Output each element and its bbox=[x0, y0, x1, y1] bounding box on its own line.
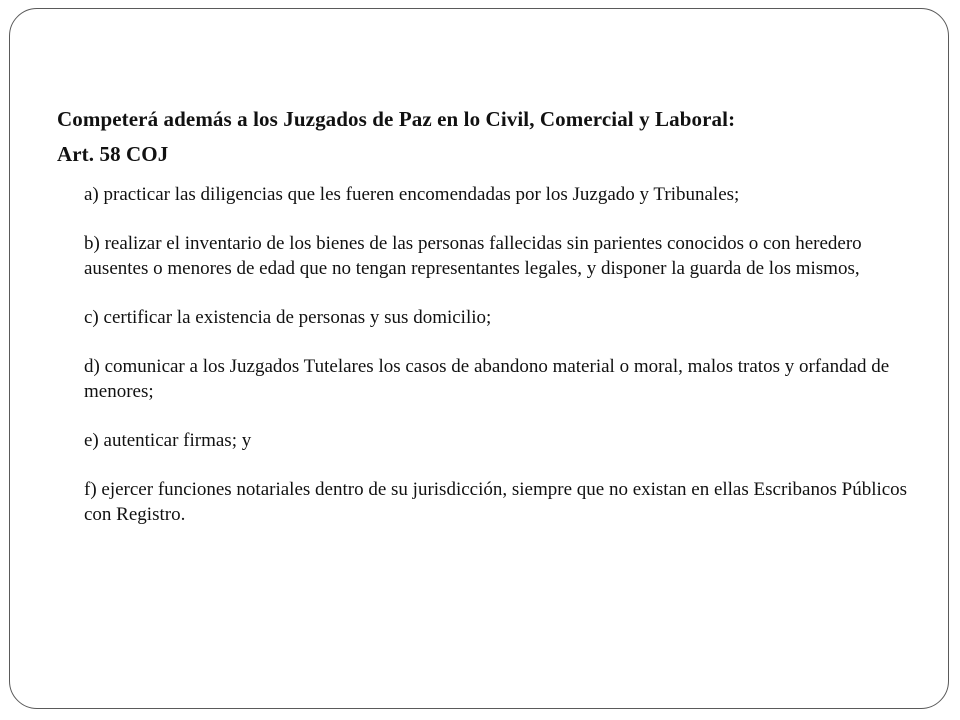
list-item-d: d) comunicar a los Juzgados Tutelares los casos de abandono material o moral, malos tratos y orfandad de menores; bbox=[84, 356, 890, 402]
list-item-b: b) realizar el inventario de los bienes de las personas fallecidas sin parientes conocidos o con heredero ausentes o menores de edad que no tengan representantes legales, y disponer la guarda de los mismos, bbox=[84, 233, 862, 279]
list-item-f: f) ejercer funciones notariales dentro de su jurisdicción, siempre que no existan en ellas Escribanos Públicos con Registro. bbox=[84, 479, 908, 525]
slide-content bbox=[57, 102, 917, 551]
heading-line-2: Art. 58 COJ bbox=[57, 142, 169, 166]
heading-line-1: Competerá además a los Juzgados de Paz en lo Civil, Comercial y Laboral: bbox=[57, 107, 736, 131]
slide-heading bbox=[57, 102, 917, 172]
list-item-c: c) certificar la existencia de personas y sus domicilio; bbox=[84, 307, 492, 328]
article-items-list bbox=[84, 182, 914, 527]
list-item-e: e) autenticar firmas; y bbox=[84, 430, 252, 451]
list-item-a: a) practicar las diligencias que les fueren encomendadas por los Juzgado y Tribunales; bbox=[84, 184, 740, 205]
